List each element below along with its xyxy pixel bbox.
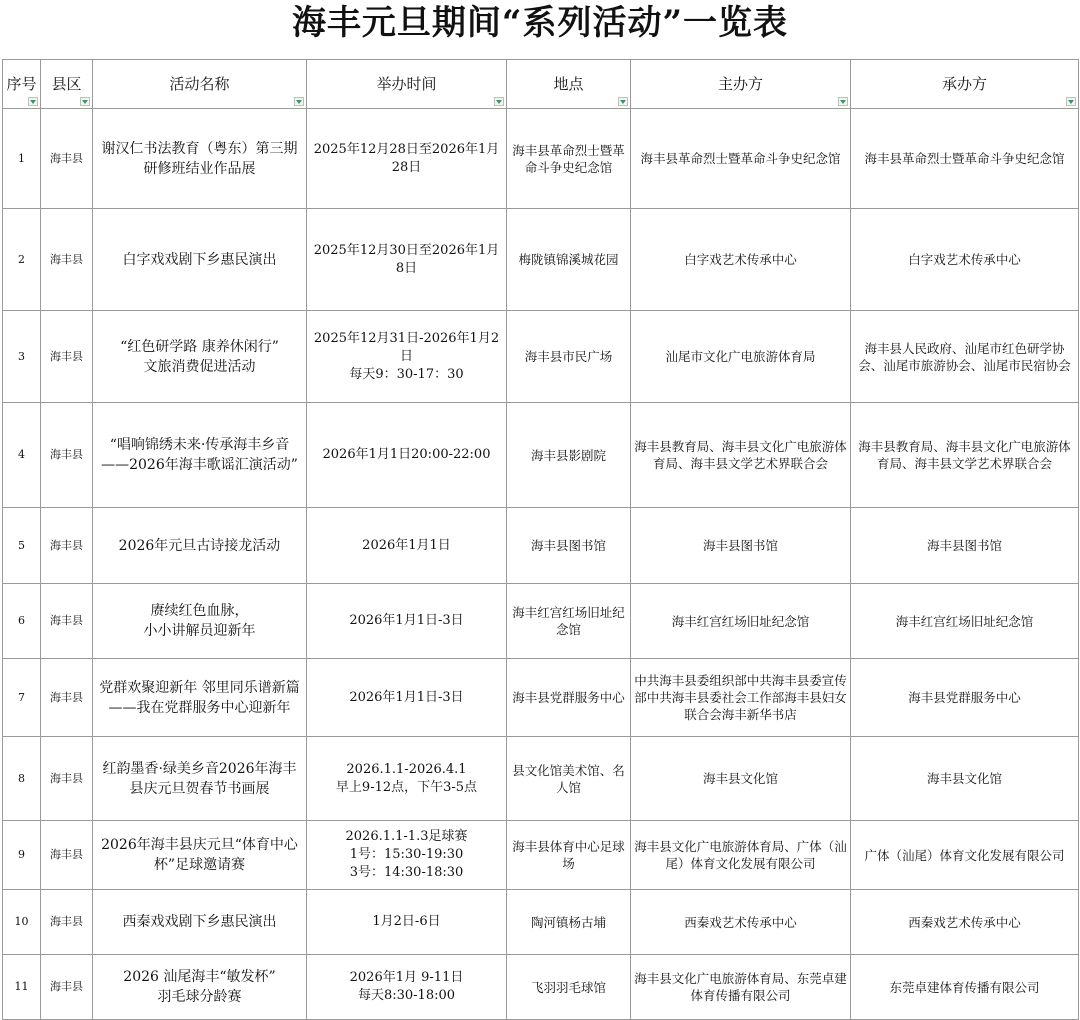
cell-name: 2026 汕尾海丰“敏发杯” 羽毛球分龄赛 (93, 955, 307, 1020)
cell-county: 海丰县 (41, 890, 93, 955)
cell-location: 海丰红宫红场旧址纪念馆 (507, 584, 631, 659)
cell-no: 5 (3, 508, 41, 584)
cell-location: 县文化馆美术馆、名人馆 (507, 737, 631, 821)
cell-location: 海丰县影剧院 (507, 403, 631, 508)
filter-dropdown-icon[interactable] (494, 97, 504, 106)
cell-name: 西秦戏戏剧下乡惠民演出 (93, 890, 307, 955)
cell-county: 海丰县 (41, 584, 93, 659)
cell-county: 海丰县 (41, 955, 93, 1020)
header-county: 县区 (41, 60, 93, 109)
cell-county: 海丰县 (41, 403, 93, 508)
cell-time: 2026年1月1日20:00-22:00 (307, 403, 507, 508)
cell-executor: 海丰县革命烈士暨革命斗争史纪念馆 (851, 109, 1079, 209)
cell-no: 4 (3, 403, 41, 508)
cell-no: 10 (3, 890, 41, 955)
cell-name: 2026年海丰县庆元旦“体育中心杯”足球邀请赛 (93, 821, 307, 890)
cell-time: 1月2日-6日 (307, 890, 507, 955)
cell-organizer: 海丰县文化馆 (631, 737, 851, 821)
cell-executor: 海丰县党群服务中心 (851, 659, 1079, 737)
cell-organizer: 海丰县文化广电旅游体育局、广体（汕尾）体育文化发展有限公司 (631, 821, 851, 890)
page-title: 海丰元旦期间“系列活动”一览表 (291, 3, 789, 43)
cell-location: 飞羽羽毛球馆 (507, 955, 631, 1020)
header-name: 活动名称 (93, 60, 307, 109)
cell-location: 梅陇镇锦溪城花园 (507, 209, 631, 311)
filter-dropdown-icon[interactable] (1066, 97, 1076, 106)
filter-dropdown-icon[interactable] (80, 97, 90, 106)
cell-organizer: 海丰县教育局、海丰县文化广电旅游体育局、海丰县文学艺术界联合会 (631, 403, 851, 508)
cell-executor: 海丰县图书馆 (851, 508, 1079, 584)
cell-executor: 东莞卓建体育传播有限公司 (851, 955, 1079, 1020)
table-row (3, 584, 1079, 659)
cell-executor: 白字戏艺术传承中心 (851, 209, 1079, 311)
cell-location: 海丰县体育中心足球场 (507, 821, 631, 890)
cell-name: 白字戏戏剧下乡惠民演出 (93, 209, 307, 311)
cell-organizer: 海丰县文化广电旅游体育局、东莞卓建体育传播有限公司 (631, 955, 851, 1020)
cell-no: 8 (3, 737, 41, 821)
cell-organizer: 海丰县革命烈士暨革命斗争史纪念馆 (631, 109, 851, 209)
cell-time: 2026年1月1日 (307, 508, 507, 584)
cell-name: 2026年元旦古诗接龙活动 (93, 508, 307, 584)
table-row (3, 209, 1079, 311)
activity-table (2, 59, 1079, 1020)
cell-time: 2026年1月1日-3日 (307, 584, 507, 659)
cell-executor: 海丰县人民政府、汕尾市红色研学协会、汕尾市旅游协会、汕尾市民宿协会 (851, 311, 1079, 403)
header-executor: 承办方 (851, 60, 1079, 109)
cell-organizer: 西秦戏艺术传承中心 (631, 890, 851, 955)
cell-no: 3 (3, 311, 41, 403)
table-row (3, 403, 1079, 508)
cell-county: 海丰县 (41, 821, 93, 890)
cell-location: 海丰县党群服务中心 (507, 659, 631, 737)
header-organizer: 主办方 (631, 60, 851, 109)
cell-county: 海丰县 (41, 737, 93, 821)
cell-organizer: 白字戏艺术传承中心 (631, 209, 851, 311)
cell-county: 海丰县 (41, 109, 93, 209)
table-row (3, 890, 1079, 955)
cell-time: 2026.1.1-2026.4.1 早上9-12点，下午3-5点 (307, 737, 507, 821)
cell-name: “唱响锦绣未来·传承海丰乡音——2026年海丰歌谣汇演活动” (93, 403, 307, 508)
cell-executor: 广体（汕尾）体育文化发展有限公司 (851, 821, 1079, 890)
cell-executor: 海丰县文化馆 (851, 737, 1079, 821)
table-row (3, 109, 1079, 209)
cell-no: 7 (3, 659, 41, 737)
cell-no: 11 (3, 955, 41, 1020)
cell-executor: 海丰县教育局、海丰县文化广电旅游体育局、海丰县文学艺术界联合会 (851, 403, 1079, 508)
table-row (3, 821, 1079, 890)
header-row (3, 60, 1079, 109)
table-row (3, 659, 1079, 737)
cell-executor: 海丰红宫红场旧址纪念馆 (851, 584, 1079, 659)
cell-time: 2026.1.1-1.3足球赛 1号：15:30-19:30 3号：14:30-18:30 (307, 821, 507, 890)
filter-dropdown-icon[interactable] (618, 97, 628, 106)
header-no: 序号 (3, 60, 41, 109)
cell-time: 2025年12月30日至2026年1月8日 (307, 209, 507, 311)
table-row (3, 508, 1079, 584)
cell-organizer: 中共海丰县委组织部中共海丰县委宣传部中共海丰县委社会工作部海丰县妇女联合会海丰新华书店 (631, 659, 851, 737)
table-row (3, 311, 1079, 403)
table-row (3, 955, 1079, 1020)
cell-organizer: 汕尾市文化广电旅游体育局 (631, 311, 851, 403)
header-time: 举办时间 (307, 60, 507, 109)
cell-location: 陶河镇杨古埔 (507, 890, 631, 955)
cell-name: 赓续红色血脉， 小小讲解员迎新年 (93, 584, 307, 659)
cell-no: 1 (3, 109, 41, 209)
cell-county: 海丰县 (41, 311, 93, 403)
filter-dropdown-icon[interactable] (28, 97, 38, 106)
cell-name: “红色研学路 康养休闲行” 文旅消费促进活动 (93, 311, 307, 403)
cell-location: 海丰县革命烈士暨革命斗争史纪念馆 (507, 109, 631, 209)
cell-location: 海丰县市民广场 (507, 311, 631, 403)
cell-time: 2026年1月 9-11日 每天8:30-18:00 (307, 955, 507, 1020)
cell-name: 党群欢聚迎新年 邻里同乐谱新篇——我在党群服务中心迎新年 (93, 659, 307, 737)
cell-county: 海丰县 (41, 659, 93, 737)
cell-county: 海丰县 (41, 508, 93, 584)
header-location: 地点 (507, 60, 631, 109)
cell-time: 2025年12月31日-2026年1月2日 每天9：30-17：30 (307, 311, 507, 403)
cell-name: 谢汉仁书法教育（粤东）第三期研修班结业作品展 (93, 109, 307, 209)
cell-time: 2025年12月28日至2026年1月28日 (307, 109, 507, 209)
filter-dropdown-icon[interactable] (838, 97, 848, 106)
cell-no: 9 (3, 821, 41, 890)
cell-time: 2026年1月1日-3日 (307, 659, 507, 737)
cell-county: 海丰县 (41, 209, 93, 311)
cell-location: 海丰县图书馆 (507, 508, 631, 584)
cell-executor: 西秦戏艺术传承中心 (851, 890, 1079, 955)
cell-organizer: 海丰县图书馆 (631, 508, 851, 584)
cell-no: 2 (3, 209, 41, 311)
cell-no: 6 (3, 584, 41, 659)
filter-dropdown-icon[interactable] (294, 97, 304, 106)
cell-name: 红韵墨香·绿美乡音2026年海丰县庆元旦贺春节书画展 (93, 737, 307, 821)
table-row (3, 737, 1079, 821)
cell-organizer: 海丰红宫红场旧址纪念馆 (631, 584, 851, 659)
